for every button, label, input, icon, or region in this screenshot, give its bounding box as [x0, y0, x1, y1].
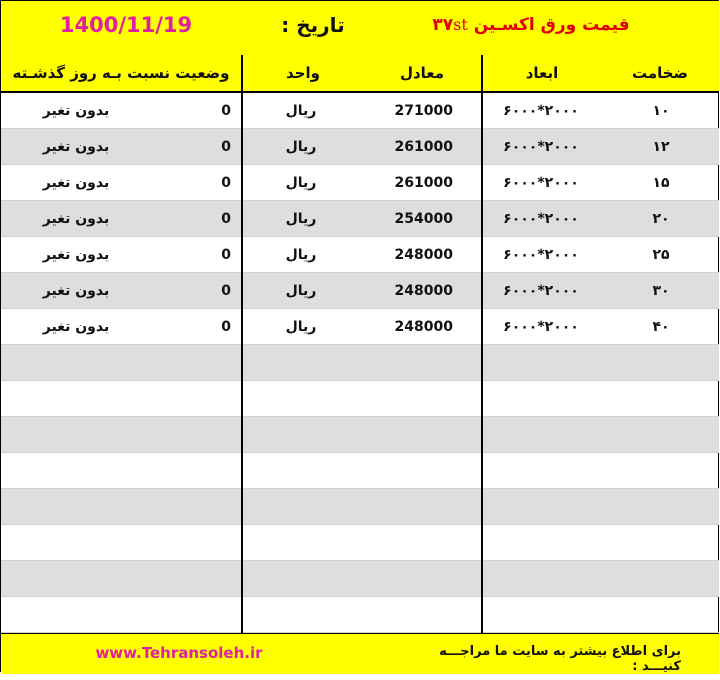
empty-table-row: [1, 345, 719, 381]
cell-status: بدون تغیر: [42, 139, 110, 155]
cell-dims: ۶۰۰۰*۲۰۰۰: [503, 103, 579, 119]
cell-price: 248000: [394, 247, 453, 263]
table-row: [1, 165, 719, 201]
cell-change: 0: [221, 319, 231, 335]
header-status: وضعیت نسبت بـه روز گذشـته: [12, 64, 230, 82]
cell-thickness: ۱۵: [652, 175, 670, 191]
cell-unit: ریال: [285, 247, 317, 263]
cell-unit: ریال: [285, 175, 317, 191]
cell-thickness: ۲۵: [652, 247, 670, 263]
cell-price: 248000: [394, 283, 453, 299]
table-header: [1, 55, 719, 93]
cell-thickness: ۳۰: [652, 283, 670, 299]
sheet-title: [431, 15, 631, 35]
cell-dims: ۶۰۰۰*۲۰۰۰: [503, 175, 579, 191]
cell-change: 0: [221, 139, 231, 155]
cell-status: بدون تغیر: [42, 247, 110, 263]
table-row: [1, 93, 719, 129]
sheet-title-text: قیمت ورق اکسـین ۳۷: [432, 15, 630, 35]
cell-unit: ریال: [285, 103, 317, 119]
cell-dims: ۶۰۰۰*۲۰۰۰: [503, 139, 579, 155]
cell-thickness: ۱۰: [652, 103, 670, 119]
cell-dims: ۶۰۰۰*۲۰۰۰: [503, 211, 579, 227]
more-info-text: برای اطلاع بیشتر به سایت ما مراجـــه کنیـــد :: [439, 644, 681, 674]
date-label: تاریخ :: [281, 13, 345, 37]
cell-status: بدون تغیر: [42, 211, 110, 227]
cell-unit: ریال: [285, 139, 317, 155]
table-row: [1, 309, 719, 345]
website-link[interactable]: www.Tehransoleh.ir: [95, 644, 263, 662]
empty-table-row: [1, 417, 719, 453]
cell-price: 261000: [394, 175, 453, 191]
header-dims: ابعاد: [525, 64, 559, 82]
cell-change: 0: [221, 247, 231, 263]
cell-change: 0: [221, 283, 231, 299]
column-divider: [481, 55, 483, 633]
header-thickness: ضخامت: [631, 64, 689, 82]
cell-change: 0: [221, 175, 231, 191]
cell-dims: ۶۰۰۰*۲۰۰۰: [503, 319, 579, 335]
empty-table-row: [1, 597, 719, 633]
cell-thickness: ۲۰: [652, 211, 670, 227]
cell-change: 0: [221, 211, 231, 227]
cell-thickness: ۱۲: [652, 139, 670, 155]
cell-price: 261000: [394, 139, 453, 155]
table-row: [1, 273, 719, 309]
cell-thickness: ۴۰: [652, 319, 670, 335]
cell-unit: ریال: [285, 319, 317, 335]
cell-status: بدون تغیر: [42, 103, 110, 119]
cell-status: بدون تغیر: [42, 175, 110, 191]
sheet-title-grade: st: [453, 15, 468, 34]
table-row: [1, 201, 719, 237]
cell-unit: ریال: [285, 211, 317, 227]
table-row: [1, 237, 719, 273]
header-price: معادل: [399, 64, 445, 82]
cell-status: بدون تغیر: [42, 283, 110, 299]
cell-status: بدون تغیر: [42, 319, 110, 335]
empty-table-row: [1, 453, 719, 489]
title-bar: [1, 1, 719, 56]
footer-bar: [1, 633, 719, 674]
cell-price: 271000: [394, 103, 453, 119]
empty-table-row: [1, 561, 719, 597]
cell-change: 0: [221, 103, 231, 119]
date-value: 1400/11/19: [59, 13, 193, 37]
cell-dims: ۶۰۰۰*۲۰۰۰: [503, 283, 579, 299]
empty-table-row: [1, 489, 719, 525]
table-row: [1, 129, 719, 165]
cell-dims: ۶۰۰۰*۲۰۰۰: [503, 247, 579, 263]
empty-table-row: [1, 381, 719, 417]
cell-price: 248000: [394, 319, 453, 335]
header-unit: واحد: [286, 64, 320, 82]
column-divider: [241, 55, 243, 633]
cell-unit: ریال: [285, 283, 317, 299]
cell-price: 254000: [394, 211, 453, 227]
empty-table-row: [1, 525, 719, 561]
